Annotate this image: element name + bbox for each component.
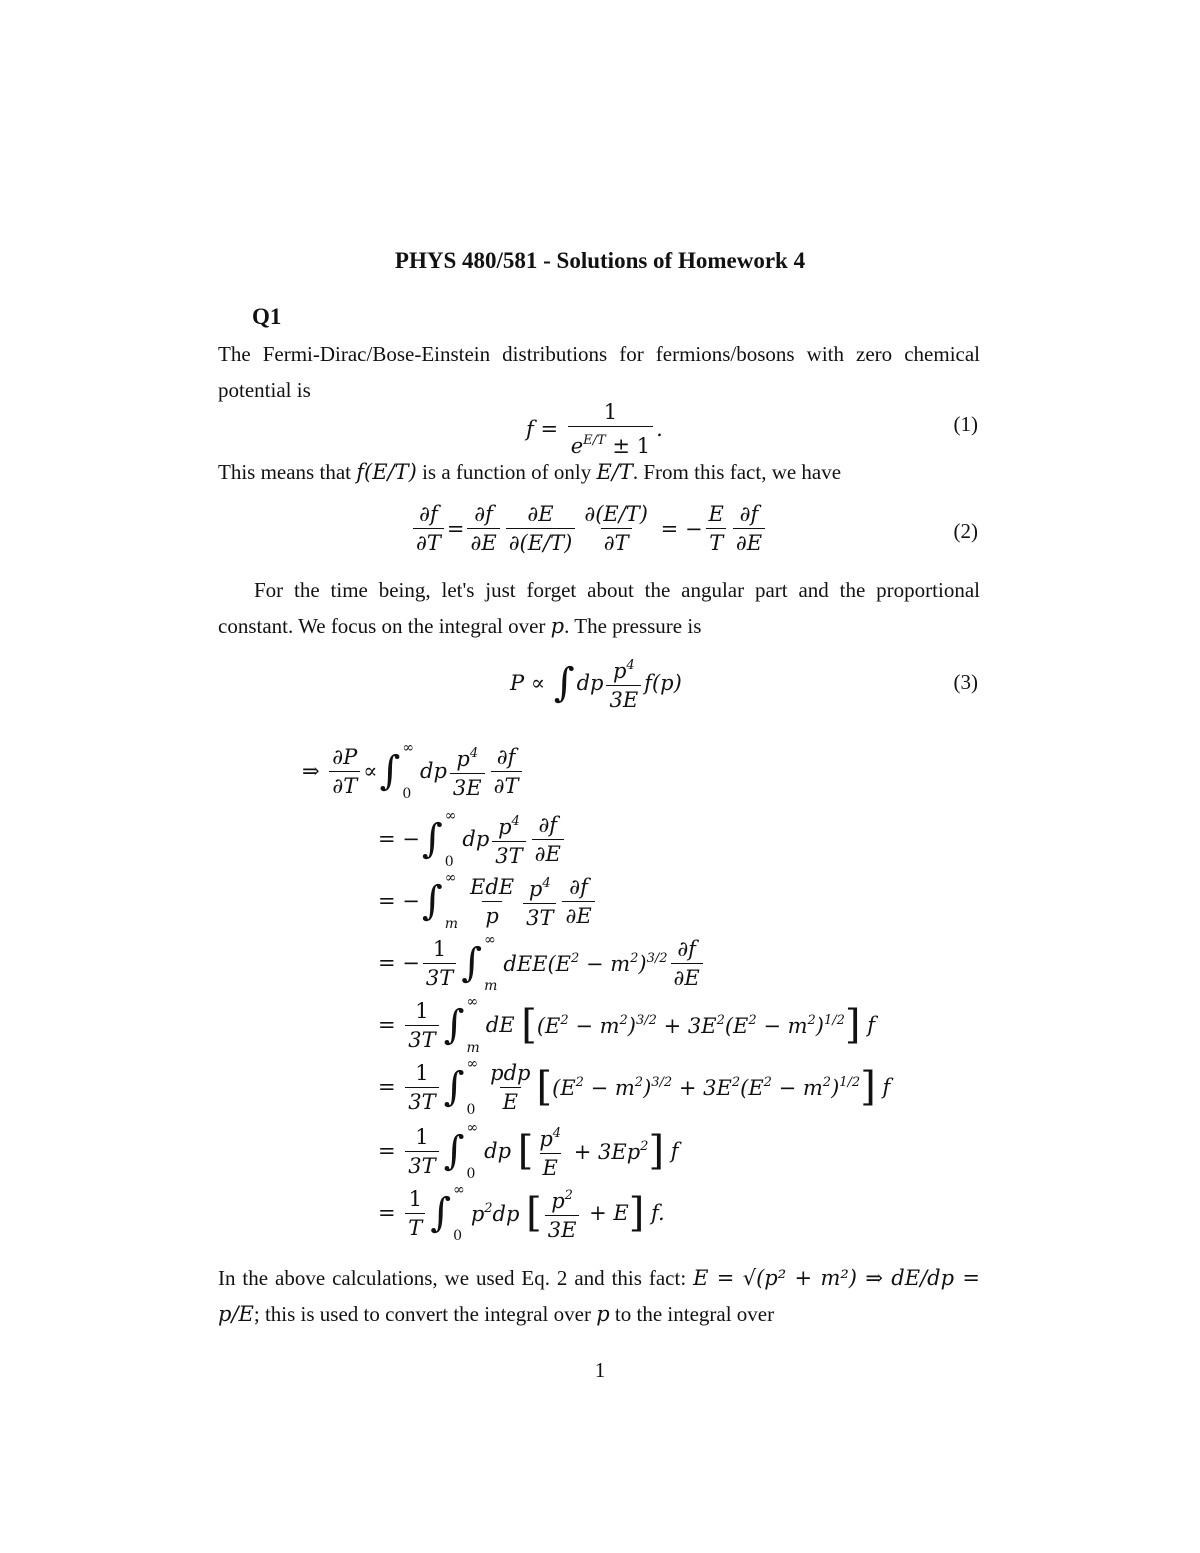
math-inline: f(E/T) <box>356 460 417 484</box>
equation-number: (1) <box>953 412 978 436</box>
text-run: is a function of only <box>416 460 597 484</box>
derivation-line-2: = − ∫ ∞ 0 dp $\frac{p^4}{3T}$ $\frac{\partial f}{\partial E}$ <box>378 808 567 870</box>
derivation-line-1: ⇒ $\frac{\partial P}{\partial T}$ ∝ ∫ ∞ 0 dp $\frac{p^4}{3E}$ $\frac{\partial f}{\partial T}$ <box>302 740 525 802</box>
derivation-line-8: = $\frac{1}{T}$ ∫ ∞ 0 $p^2dp$ [ $\frac{p^2}{3E}$ + E ] f. <box>378 1182 665 1244</box>
text-run: ; this is used to convert the integral over <box>253 1302 597 1326</box>
text-run: This means that <box>218 460 357 484</box>
equation-3: P ∝ ∫ dp $\frac{p^4}{3E}$ f(p) <box>510 658 682 712</box>
section-heading: Q1 <box>252 304 282 329</box>
equation-1: f = $\frac{1}{e^{E/T} \pm 1}$ . <box>526 400 663 458</box>
math-inline: p <box>550 614 565 638</box>
equation-number: (3) <box>953 670 978 694</box>
text-run: . From this fact, we have <box>632 460 842 484</box>
text-run: to the integral over <box>609 1302 775 1326</box>
derivation-line-3: = − ∫ ∞ m $\frac{\text{EdE}}{p}$ $\frac{p^4}{3T}$ $\frac{\partial f}{\partial E}$ <box>378 870 598 932</box>
math-inline: E = √(p² + m²) ⇒ dE/dp = p/E <box>218 1266 980 1326</box>
equation-number: (2) <box>953 519 978 543</box>
derivation-line-4: = − $\frac{1}{3T}$ ∫ ∞ m $dEE(E^2 - m^2)^{3/2}$ $\frac{\partial f}{\partial E}$ <box>378 932 706 994</box>
derivation-line-5: = $\frac{1}{3T}$ ∫ ∞ m dE [ $(E^2 - m^2)^{3/2} + 3E^2(E^2 - m^2)^{1/2}$ ] f <box>378 994 875 1056</box>
equation-2: $\frac{\partial f}{\partial T}$ = $\frac{\partial f}{\partial E}$ $\frac{\partial E}{\partial(E/T)}$ $\frac{\partial(E/T)}{\partial T}$ = − $\frac{E}{T}$ $\frac{\partial f}{\partial E}$ <box>410 500 768 557</box>
page-title: PHYS 480/581 - Solutions of Homework 4 <box>394 248 806 273</box>
math-inline: p <box>596 1302 610 1326</box>
text-run: For the time being, let's just forget about the angular part and the proportional constant. We focus on the integral over <box>218 578 980 638</box>
paragraph-pressure <box>218 572 980 644</box>
text-run: . The pressure is <box>564 614 702 638</box>
math-inline: E/T <box>596 460 633 484</box>
derivation-line-6: = $\frac{1}{3T}$ ∫ ∞ 0 $\frac{\text{pdp}}{E}$ [ $(E^2 - m^2)^{3/2} + 3E^2(E^2 - m^2)^{1/2}$ ] f <box>378 1056 891 1118</box>
paragraph-conclusion <box>218 1260 980 1332</box>
paragraph-function <box>218 454 980 490</box>
page-number: 1 <box>594 1358 606 1382</box>
paragraph-intro: The Fermi-Dirac/Bose-Einstein distributions for fermions/bosons with zero chemical potential is <box>218 342 980 402</box>
derivation-line-7: = $\frac{1}{3T}$ ∫ ∞ 0 dp [ $\frac{p^4}{E}$ + $3Ep^2$ ] f <box>378 1120 679 1182</box>
text-run: In the above calculations, we used Eq. 2 and this fact: <box>218 1266 694 1290</box>
